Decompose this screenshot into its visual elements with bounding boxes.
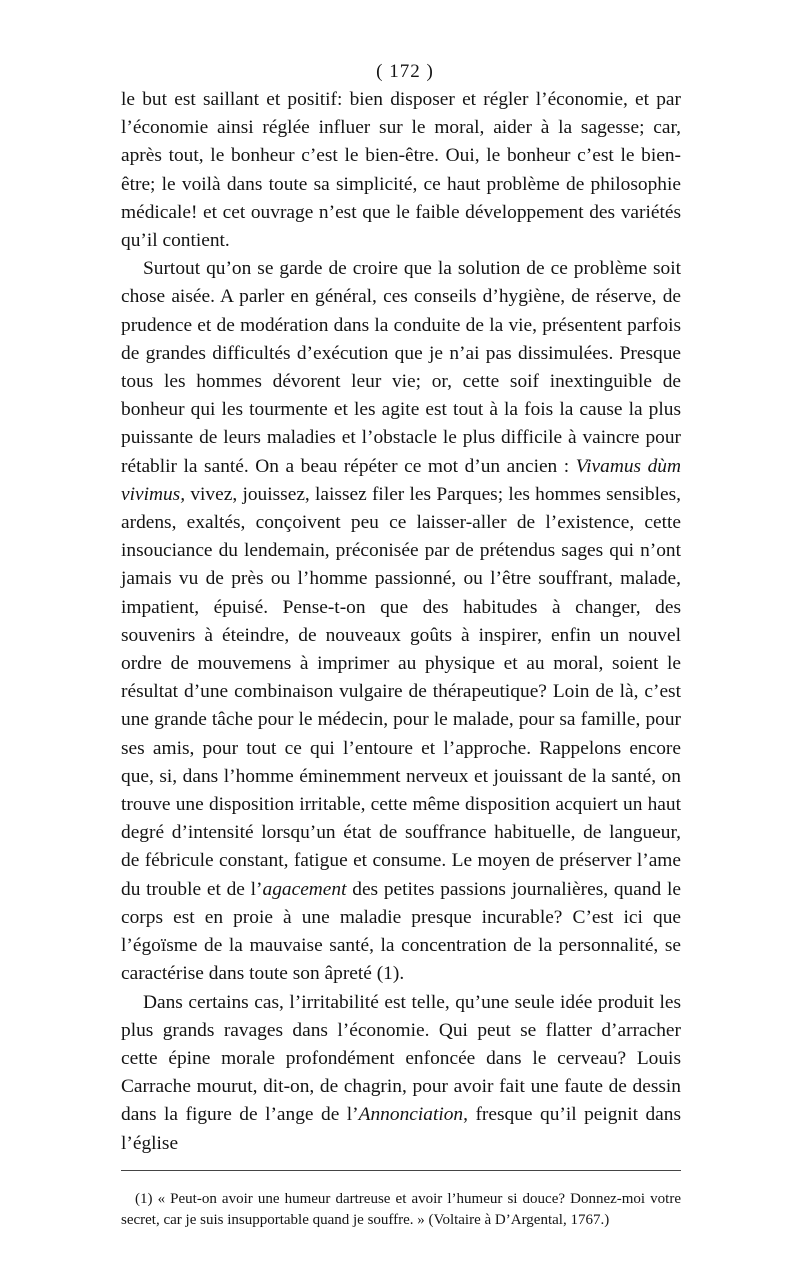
italic-text: Annonciation bbox=[358, 1104, 464, 1126]
book-page bbox=[121, 58, 681, 1231]
paragraph bbox=[121, 989, 681, 1158]
italic-text: Vivamus dùm vivimus, bbox=[121, 455, 681, 505]
paragraph bbox=[121, 255, 681, 988]
footnote: (1) « Peut-on avoir une humeur dartreuse et avoir l’humeur si douce? Donnez-moi votre secret, car je suis insupportable quand je souffre. » (Voltaire à D’Argental, 1767.) bbox=[121, 1190, 681, 1228]
paragraph-text: Dans certains cas, l’irritabilité est telle, qu’une seule idée produit les plus grands ravages dans l’économie. Qui peut se flatter d’arracher cette épine morale profondément enfoncée dans le cerveau? Louis Carrache mourut, dit-on, de chagrin, pour avoir fait une faute de dessin dans la figure de l’ange de l’ bbox=[121, 991, 681, 1126]
body-text bbox=[121, 86, 681, 1158]
paragraph-text: Surtout qu’on se garde de croire que la solution de ce problème soit chose aisée. A parler en général, ces conseils d’hygiène, de réserve, de prudence et de modération dans la conduite de la vie, présentent parfois de grandes difficultés d’exécution que je n’ai pas dissimulées. Presque tous les hommes dévorent leur vie; or, cette soif inextinguible de bonheur qui les tourmente et les agite est tout à la fois la cause la plus puissante de leurs maladies et l’obstacle le plus difficile à vaincre pour rétablir la santé. On a beau répéter ce mot d’un ancien : bbox=[121, 258, 681, 477]
paragraph-text: le but est saillant et positif: bien disposer et régler l’économie, et par l’économie ainsi réglée influer sur le moral, aider à la sagesse; car, après tout, le bonheur c’est le bien-être. Oui, le bonheur c’est le bien-être; le voilà dans toute sa simplicité, ce haut problème de philosophie médicale! et cet ouvrage n’est que le faible développement des variétés qu’il contient. bbox=[121, 89, 681, 252]
paragraph bbox=[121, 86, 681, 255]
italic-text: agacement bbox=[262, 878, 347, 900]
page-number: ( 172 ) bbox=[376, 61, 434, 82]
paragraph-text: vivez, jouissez, laissez filer les Parques; les hommes sensibles, ardens, exaltés, conçoivent peu ce laisser-aller de l’existence, cette insouciance du lendemain, préconisée par de prétendus sages qui n’ont jamais vu de près ou l’homme passionné, ou l’être souffrant, malade, impatient, épuisé. Pense-t-on que des habitudes à changer, des souvenirs à éteindre, de nouveaux goûts à inspirer, enfin un nouvel ordre de mouvemens à imprimer au physique et au moral, soient le résultat d’une combinaison vulgaire de thérapeutique? Loin de là, c’est une grande tâche pour le médecin, pour le malade, pour sa famille, pour ses amis, pour tout ce qui l’entoure et l’approche. Rappelons encore que, si, dans l’homme éminemment nerveux et jouissant de la santé, on trouve une disposition irritable, cette même disposition acquiert un haut degré d’intensité lorsqu’un état de souffrance habituelle, de langueur, de fébricule constant, fatigue et consume. Le moyen de préserver l’ame du trouble et de l’ bbox=[121, 483, 681, 900]
paragraph-text: , fresque qu’il peignit dans l’église bbox=[121, 1104, 681, 1154]
footnote-rule bbox=[121, 1170, 681, 1171]
paragraph-text: des petites passions journalières, quand le corps est en proie à une maladie presque incurable? C’est ici que l’égoïsme de la mauvaise santé, la concentration de la personnalité, se caractérise dans toute son âpreté (1). bbox=[121, 878, 681, 985]
